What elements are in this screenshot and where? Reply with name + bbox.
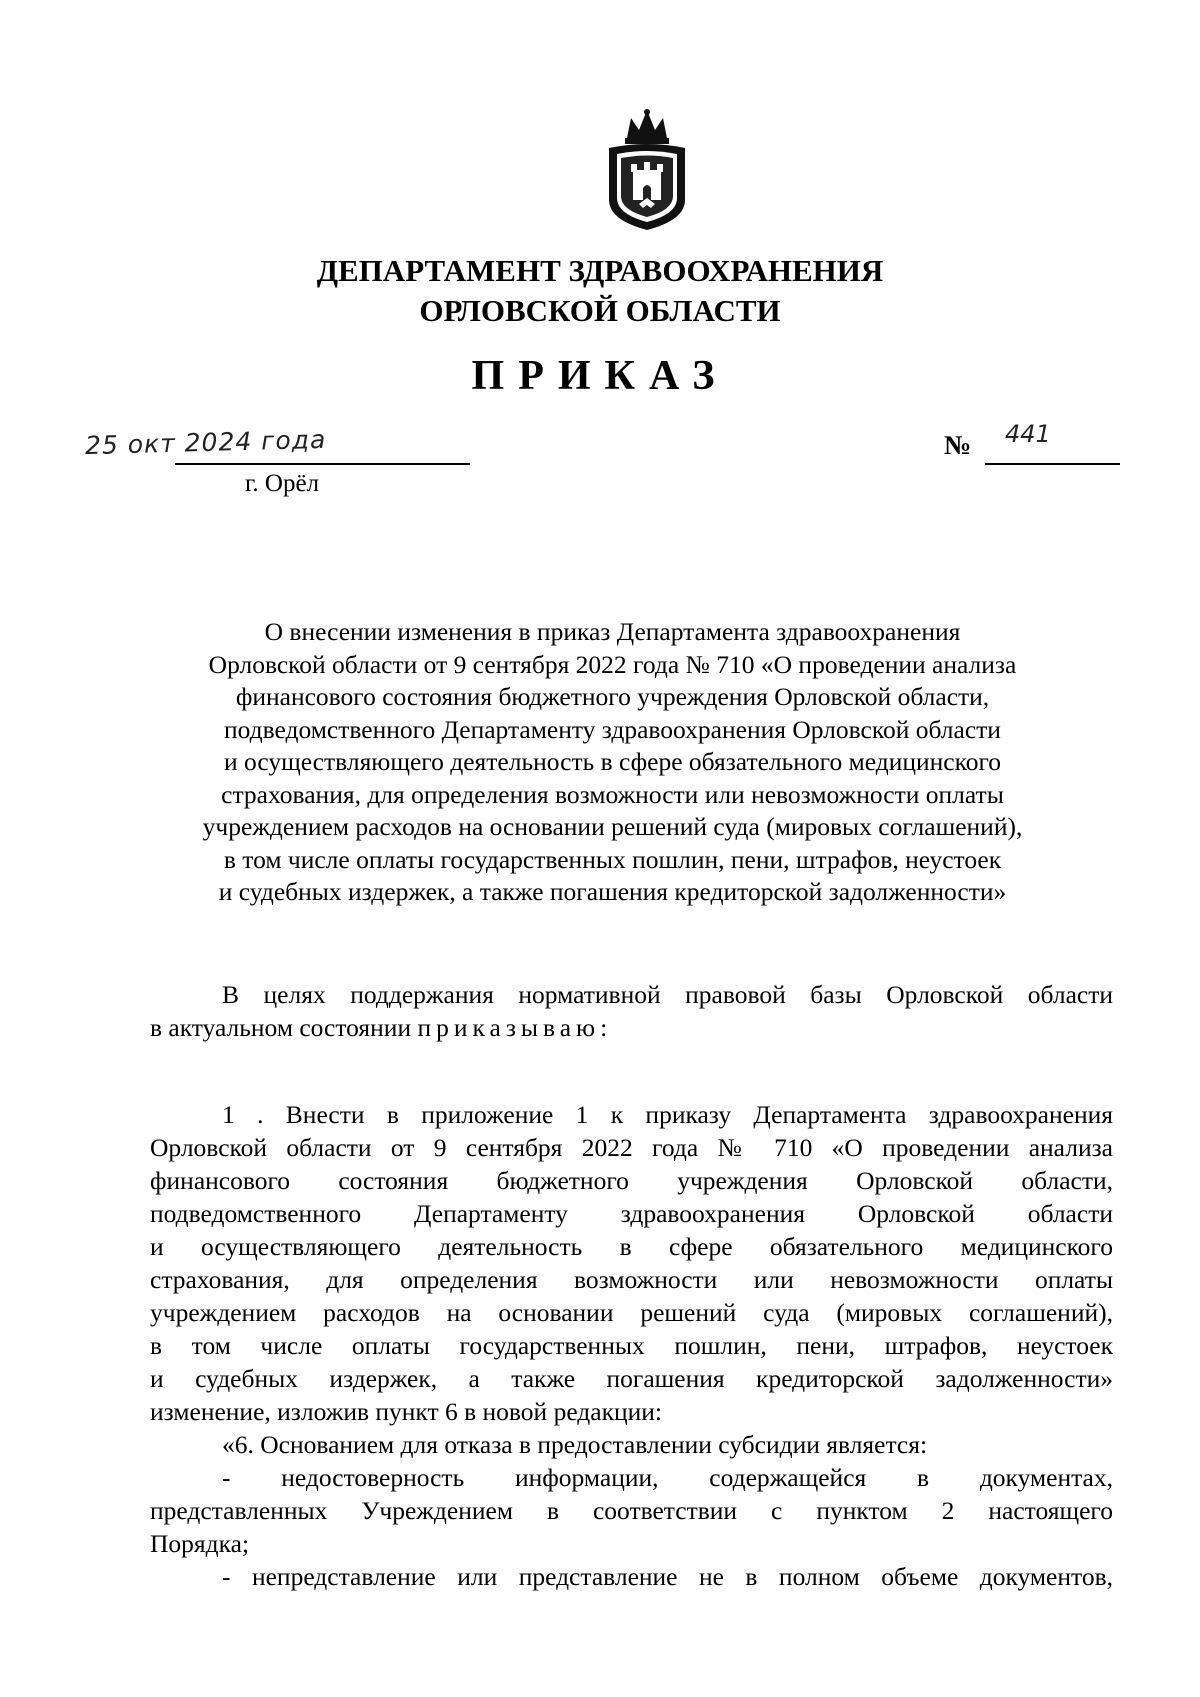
city-label: г. Орёл bbox=[245, 470, 320, 497]
subject-line: подведомственного Департаменту здравоохранения Орловской области bbox=[224, 714, 1001, 744]
paragraph-gap bbox=[150, 1044, 1113, 1098]
coat-of-arms-icon bbox=[597, 108, 697, 234]
number-sign: № bbox=[944, 430, 972, 460]
order-body bbox=[150, 978, 1113, 1593]
item1-line: страхования, для определения возможности или невозможности оплаты bbox=[150, 1265, 1113, 1294]
subject-line: в том числе оплаты государственных пошлин, пени, штрафов, неустоек bbox=[223, 844, 1002, 874]
department-name-line1: ДЕПАРТАМЕНТ ЗДРАВООХРАНЕНИЯ bbox=[316, 253, 884, 288]
department-name-line2: ОРЛОВСКОЙ ОБЛАСТИ bbox=[419, 293, 781, 328]
date-underline bbox=[175, 463, 470, 465]
item1-line: подведомственного Департаменту здравоохранения Орловской области bbox=[150, 1199, 1113, 1228]
bullet1-line: представленных Учреждением в соответствии с пунктом 2 настоящего bbox=[150, 1496, 1113, 1525]
bullet1-line: Порядка; bbox=[150, 1529, 250, 1558]
subject-line: О внесении изменения в приказ Департамента здравоохранения bbox=[264, 617, 961, 646]
subject-line: и судебных издержек, а также погашения кредиторской задолженности» bbox=[218, 877, 1007, 906]
subject-line: и осуществляющего деятельность в сфере обязательного медицинского bbox=[223, 747, 1002, 776]
handwritten-order-number: 441 bbox=[1005, 420, 1051, 448]
preamble-line: В целях поддержания нормативной правовой базы Орловской области bbox=[222, 980, 1113, 1009]
preamble-line bbox=[150, 1011, 1113, 1044]
item1-line: и осуществляющего деятельность в сфере обязательного медицинского bbox=[150, 1232, 1113, 1261]
subject-line: Орловской области от 9 сентября 2022 года № 710 «О проведении анализа bbox=[208, 649, 1017, 679]
bullet2-line: - непредставление или представление не в полном объеме документов, bbox=[222, 1562, 1113, 1591]
point6-heading: «6. Основанием для отказа в предоставлении субсидии является: bbox=[222, 1430, 928, 1459]
bullet1-line: - недостоверность информации, содержащейся в документах, bbox=[222, 1463, 1113, 1492]
item1-line: в том числе оплаты государственных пошлин, пени, штрафов, неустоек bbox=[150, 1331, 1113, 1360]
subject-line: финансового состояния бюджетного учреждения Орловской области, bbox=[235, 682, 990, 711]
item1-line: учреждением расходов на основании решений суда (мировых соглашений), bbox=[150, 1298, 1113, 1327]
document-type-title: ПРИКАЗ bbox=[471, 353, 729, 399]
subject-line: учреждением расходов на основании решений суда (мировых соглашений), bbox=[202, 812, 1023, 841]
item1-line: Орловской области от 9 сентября 2022 года № 710 «О проведении анализа bbox=[150, 1133, 1113, 1162]
preamble-text: в актуальном состоянии bbox=[150, 1013, 418, 1042]
item1-line: финансового состояния бюджетного учреждения Орловской области, bbox=[150, 1166, 1113, 1195]
number-underline bbox=[985, 463, 1120, 465]
item1-line: и судебных издержек, а также погашения кредиторской задолженности» bbox=[150, 1364, 1113, 1393]
order-command: приказываю: bbox=[417, 1013, 613, 1042]
order-subject bbox=[150, 616, 1075, 909]
subject-line: страхования, для определения возможности или невозможности оплаты bbox=[221, 779, 1004, 809]
handwritten-date: 25 окт 2024 года bbox=[84, 424, 327, 461]
item1-line: 1 . Внести в приложение 1 к приказу Департамента здравоохранения bbox=[222, 1100, 1113, 1129]
item1-line: изменение, изложив пункт 6 в новой редакции: bbox=[150, 1397, 663, 1426]
